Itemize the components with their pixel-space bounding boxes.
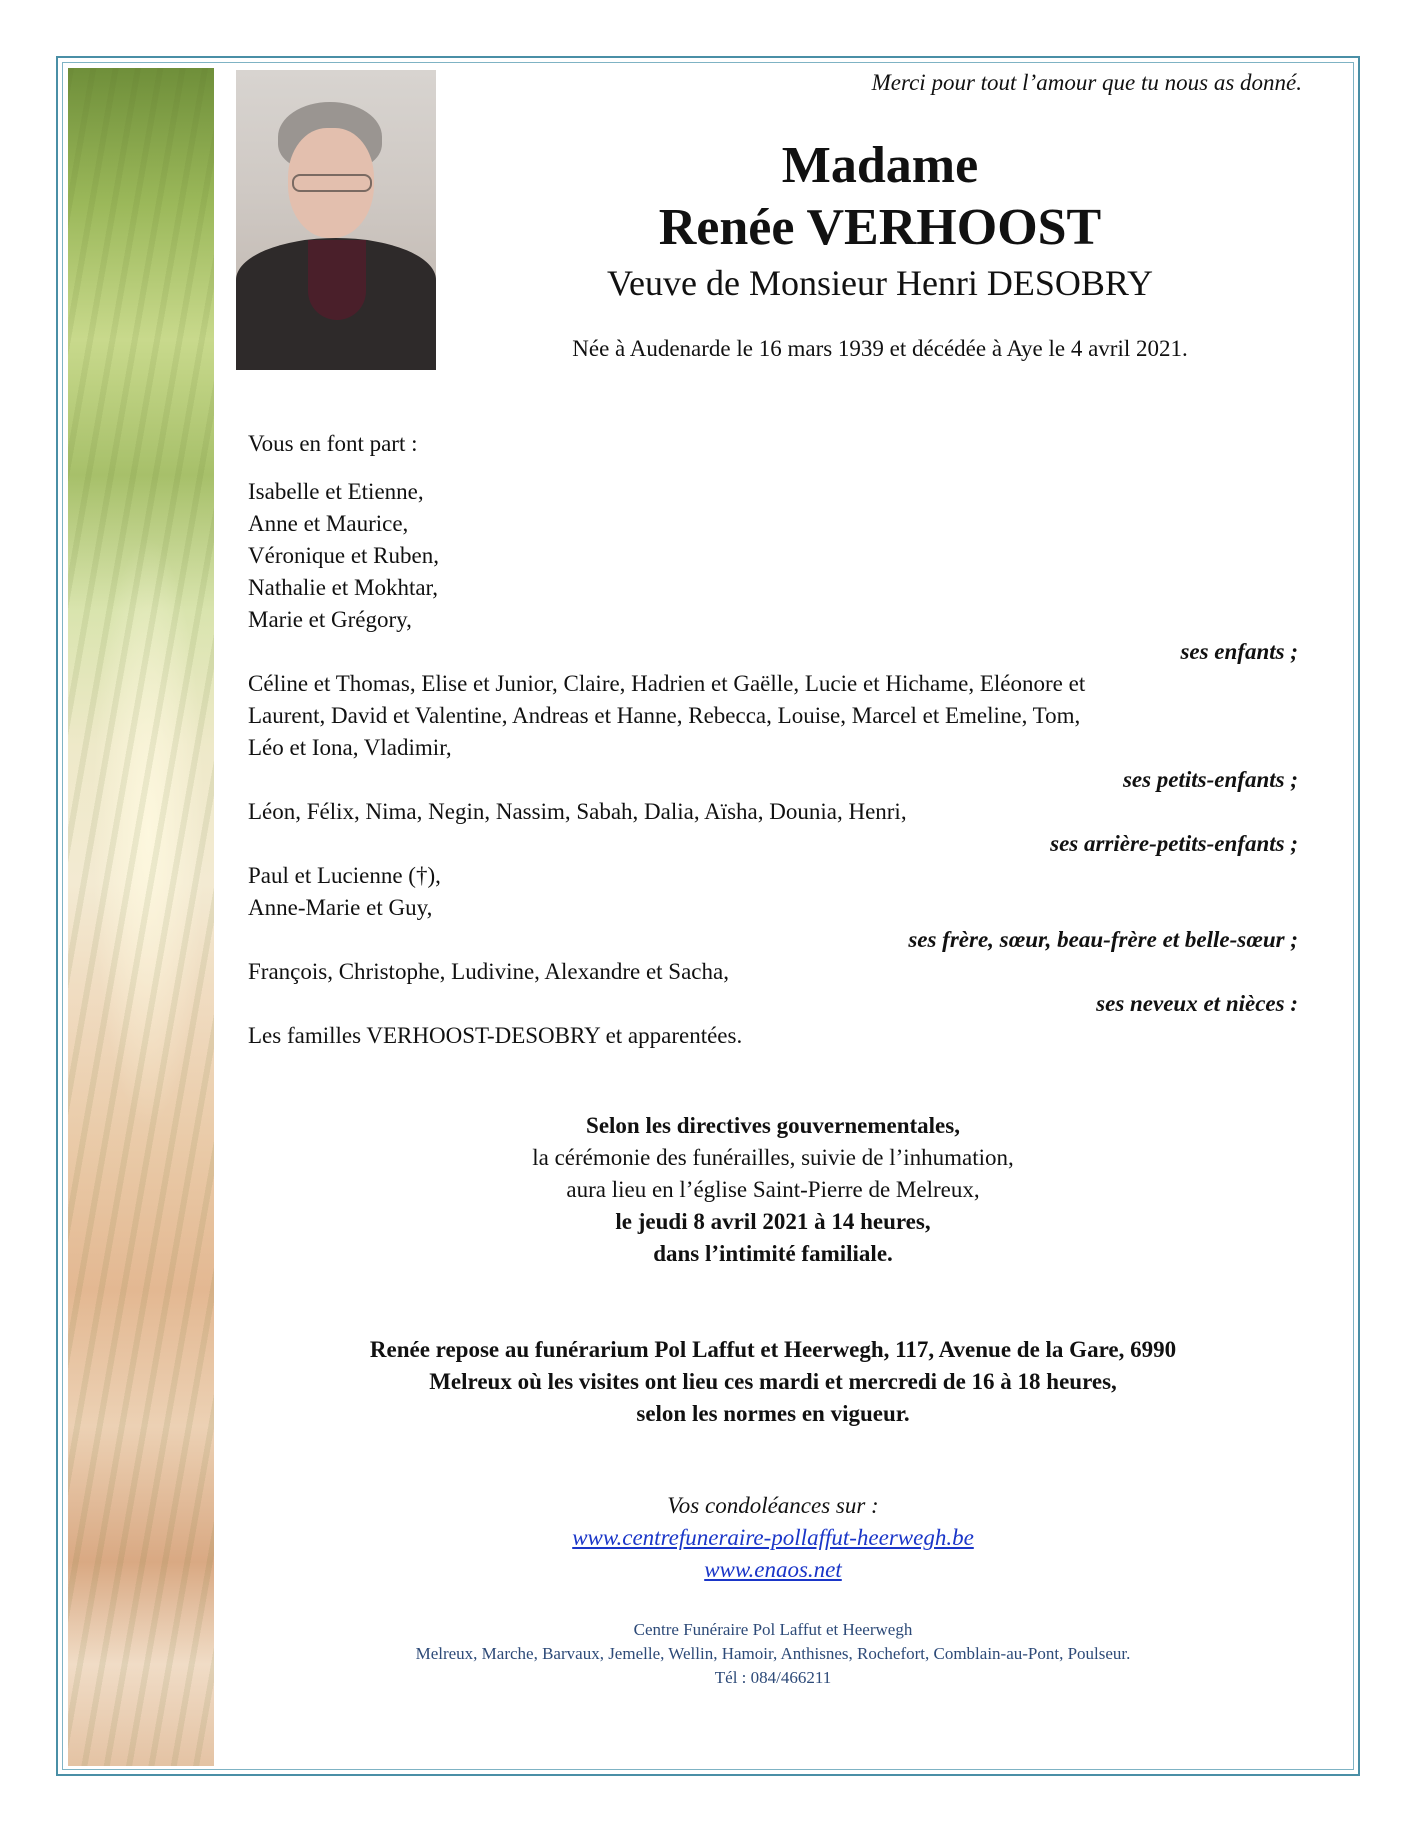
list-item: Laurent, David et Valentine, Andreas et Hanne, Rebecca, Louise, Marcel et Emeline, Tom, [248, 703, 1081, 728]
list-item: Céline et Thomas, Elise et Junior, Claire, Hadrien et Gaëlle, Lucie et Hichame, Eléonore et [248, 671, 1086, 696]
list-item: Isabelle et Etienne, [248, 479, 424, 504]
list-item: Marie et Grégory, [248, 607, 412, 632]
ceremony-line: dans l’intimité familiale. [653, 1241, 893, 1266]
title-honorific: Madame [781, 137, 979, 194]
forest-path-image-strip [68, 68, 214, 1766]
visitation-line: Melreux où les visites ont lieu ces mardi et mercredi de 16 à 18 heures, [429, 1369, 1117, 1394]
deceased-name: Renée VERHOOST [658, 199, 1102, 256]
list-item: François, Christophe, Ludivine, Alexandre et Sacha, [248, 959, 729, 984]
list-item: Véronique et Ruben, [248, 543, 439, 568]
family-list [248, 476, 1298, 1052]
footer-name: Centre Funéraire Pol Laffut et Heerwegh [633, 1620, 913, 1639]
footer-phone: Tél : 084/466211 [714, 1668, 832, 1687]
condolences-link-centre[interactable]: www.centrefuneraire-pollaffut-heerwegh.be [572, 1525, 974, 1550]
list-item: Les familles VERHOOST-DESOBRY et apparentées. [248, 1023, 743, 1048]
list-item: Léon, Félix, Nima, Negin, Nassim, Sabah, Dalia, Aïsha, Dounia, Henri, [248, 799, 907, 824]
widow-of: Veuve de Monsieur Henri DESOBRY [607, 263, 1153, 303]
footer [248, 1618, 1298, 1690]
relation-label: ses neveux et nièces : [1096, 991, 1298, 1016]
condolences-link-enaos[interactable]: www.enaos.net [704, 1557, 842, 1582]
visitation-line: selon les normes en vigueur. [636, 1401, 910, 1426]
list-item: Paul et Lucienne (†), [248, 863, 441, 888]
ceremony-date: le jeudi 8 avril 2021 à 14 heures, [615, 1209, 931, 1234]
relation-label: ses frère, sœur, beau-frère et belle-sœur ; [908, 927, 1298, 952]
condolences-label: Vos condoléances sur : [667, 1493, 879, 1518]
footer-locations: Melreux, Marche, Barvaux, Jemelle, Wellin, Hamoir, Anthisnes, Rochefort, Comblain-au-Pont, Poulseur. [415, 1644, 1131, 1663]
ceremony-line: aura lieu en l’église Saint-Pierre de Melreux, [566, 1177, 980, 1202]
visitation-block [248, 1334, 1298, 1430]
list-item: Anne et Maurice, [248, 511, 409, 536]
visitation-line: Renée repose au funérarium Pol Laffut et Heerwegh, 117, Avenue de la Gare, 6990 [369, 1337, 1177, 1362]
list-item: Léo et Iona, Vladimir, [248, 735, 452, 760]
ceremony-block [248, 1110, 1298, 1270]
motto: Merci pour tout l’amour que tu nous as donné. [871, 70, 1302, 95]
birth-death-line: Née à Audenarde le 16 mars 1939 et décédée à Aye le 4 avril 2021. [572, 336, 1188, 361]
relation-label: ses arrière-petits-enfants ; [1050, 831, 1298, 856]
portrait-photo [236, 70, 436, 370]
condolences-block [248, 1490, 1298, 1586]
list-item: Nathalie et Mokhtar, [248, 575, 439, 600]
relation-label: ses enfants ; [1180, 639, 1298, 664]
ceremony-line: la cérémonie des funérailles, suivie de l’inhumation, [532, 1145, 1014, 1170]
announcement-intro: Vous en font part : [248, 431, 418, 456]
relation-label: ses petits-enfants ; [1122, 767, 1298, 792]
ceremony-line: Selon les directives gouvernementales, [586, 1113, 960, 1138]
list-item: Anne-Marie et Guy, [248, 895, 433, 920]
